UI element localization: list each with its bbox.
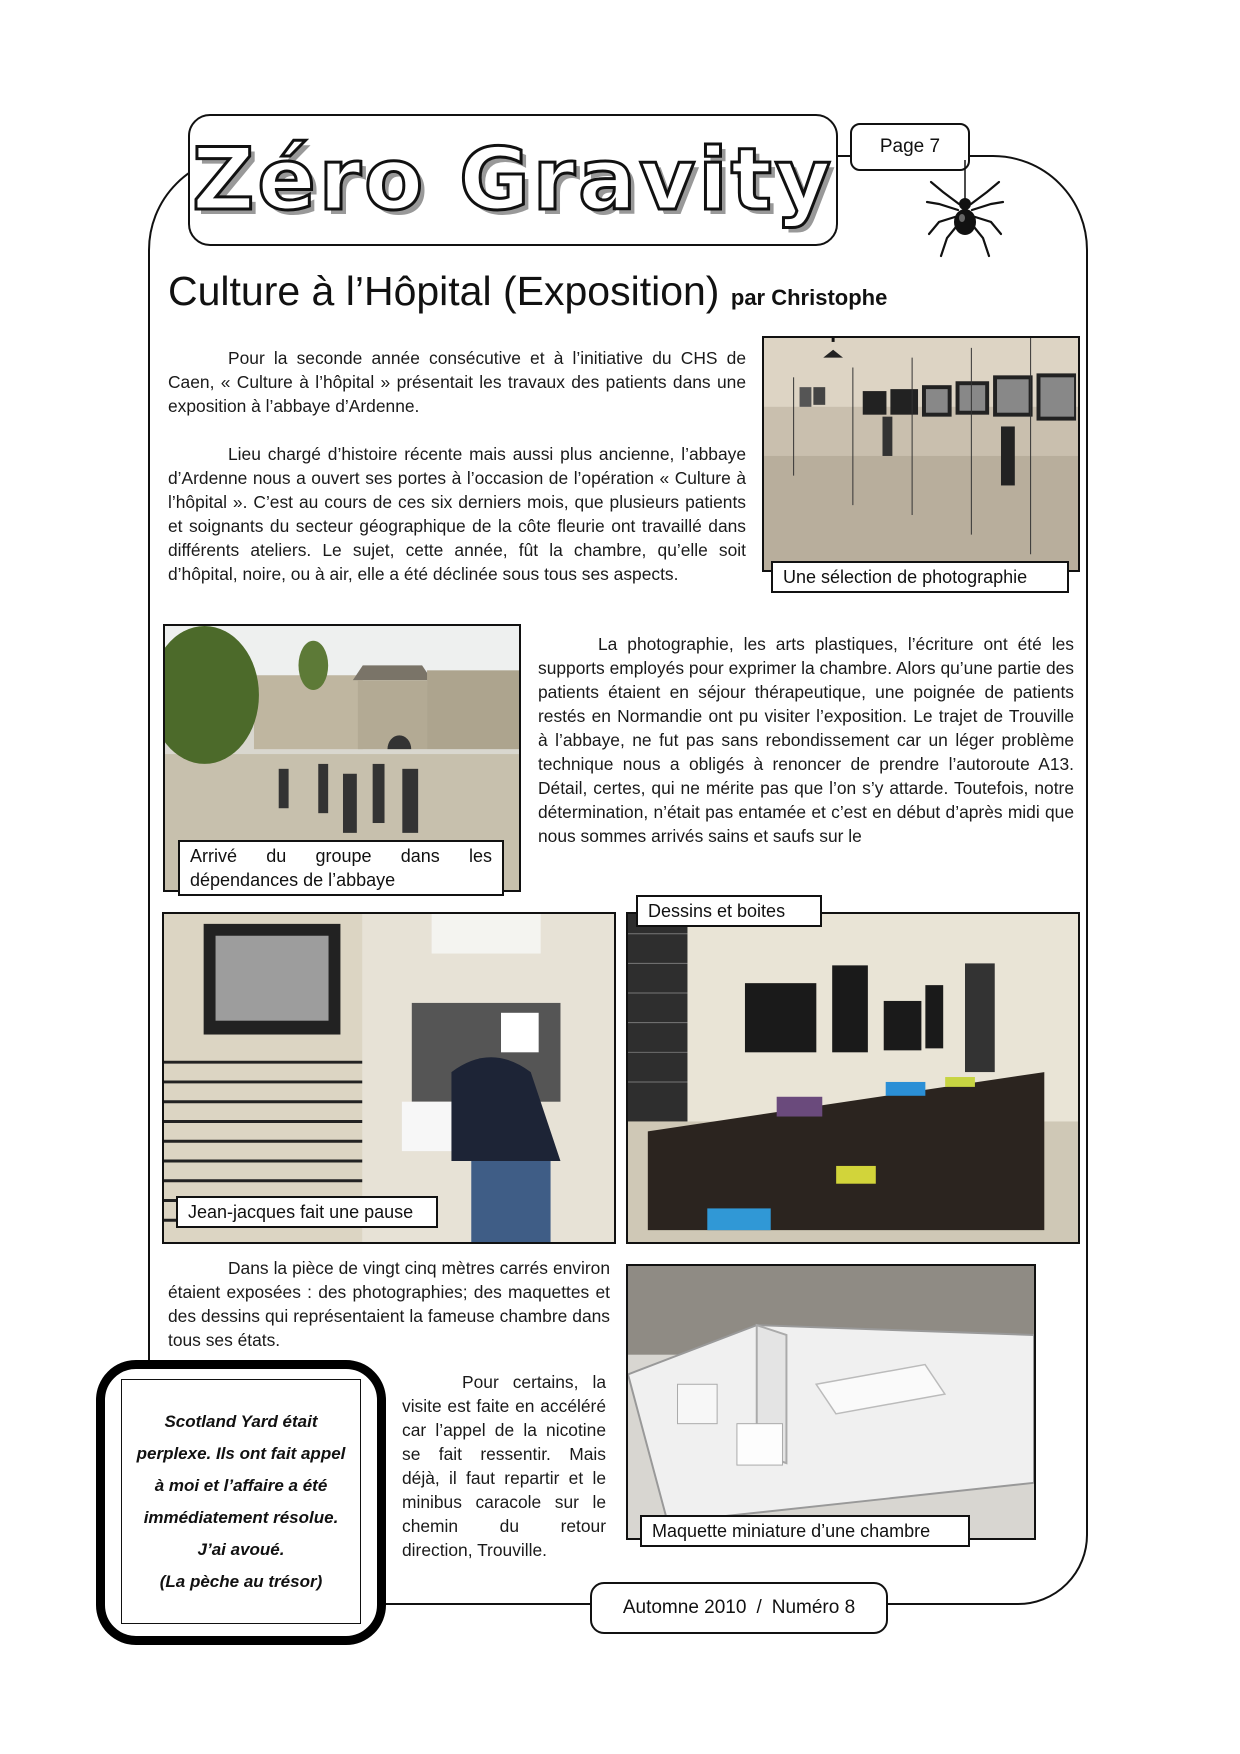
caption-drawings: Dessins et boites <box>636 895 822 927</box>
article-title-text: Culture à l’Hôpital (Exposition) <box>168 268 720 314</box>
photo-model-room <box>626 1264 1036 1540</box>
caption-arrival: Arrivé du groupe dans les dépendances de l’abbaye <box>178 840 504 896</box>
paragraph-return: Pour certains, la visite est faite en accéléré car l’appel de la nicotine se fait ressentir. Mais déjà, il faut repartir et le minibus caracole sur le chemin du retour direction, Trouville. <box>402 1372 606 1560</box>
footer-issue <box>590 1582 888 1634</box>
masthead-title: Zéro Gravity <box>192 130 834 230</box>
paragraph-visit: La photographie, les arts plastiques, l’écriture ont été les supports employés pour exprimer la chambre. Alors qu’une partie des patients étaient en séjour thérapeutique, une poignée de patients restés en Normandie ont pu visiter l’exposition. Le trajet de Trouville à l’abbaye, ne fut pas sans rebondissement car un léger problème technique nous a obligés à renoncer de prendre l’autoroute A13. Détail, certes, qui ne mérite pas que l’on s’y attarde. Toutefois, notre détermination, n’était pas entamée et c’est en début d’après midi que nous sommes arrivés sains et saufs sur le <box>538 634 1074 846</box>
masthead <box>188 114 838 246</box>
quote-box <box>96 1360 386 1645</box>
footer-issue-number: Numéro 8 <box>771 1597 856 1618</box>
footer-season: Automne 2010 <box>622 1597 747 1618</box>
photo-drawings-boxes <box>626 912 1080 1244</box>
photo-pause <box>162 912 616 1244</box>
caption-pause: Jean-jacques fait une pause <box>176 1196 438 1228</box>
quote-line: J’ai avoué. <box>197 1539 285 1559</box>
paragraph-intro: Pour la seconde année consécutive et à l’initiative du CHS de Caen, « Culture à l’hôpital » présentait les travaux des patients dans une exposition à l’abbaye d’Ardenne. <box>168 348 746 416</box>
spider-icon <box>925 160 1005 260</box>
quote-line: Scotland Yard était <box>164 1411 318 1431</box>
quote-line: perplexe. Ils ont fait appel <box>136 1443 346 1463</box>
article-title <box>168 268 887 315</box>
footer-separator: / <box>756 1597 762 1618</box>
caption-selection: Une sélection de photographie <box>771 561 1069 593</box>
paragraph-room: Dans la pièce de vingt cinq mètres carrés environ étaient exposées : des photographies; des maquettes et des dessins qui représentaient la fameuse chambre dans tous ses états. <box>168 1258 610 1350</box>
caption-model: Maquette miniature d’une chambre <box>640 1515 970 1547</box>
page-number: Page 7 <box>850 123 970 171</box>
paragraph-history: Lieu chargé d’histoire récente mais aussi plus ancienne, l’abbaye d’Ardenne nous a ouvert ses portes à l’occasion de l’opération « Culture à l’hôpital ». C’est au cours de ces six derniers mois, que plusieurs patients et soignants du secteur géographique de la côte fleurie ont travaillé dans différents ateliers. Le sujet, cette année, fût la chambre, qu’elle soit d’hôpital, noire, ou à air, elle a été déclinée sous tous ses aspects. <box>168 444 746 584</box>
quote-inner <box>121 1379 361 1624</box>
photo-exhibition-selection <box>762 336 1080 572</box>
article-byline: par Christophe <box>730 285 888 310</box>
quote-line: (La pèche au trésor) <box>159 1571 323 1591</box>
quote-line: à moi et l’affaire a été <box>154 1475 328 1495</box>
quote-line: immédiatement résolue. <box>143 1507 339 1527</box>
